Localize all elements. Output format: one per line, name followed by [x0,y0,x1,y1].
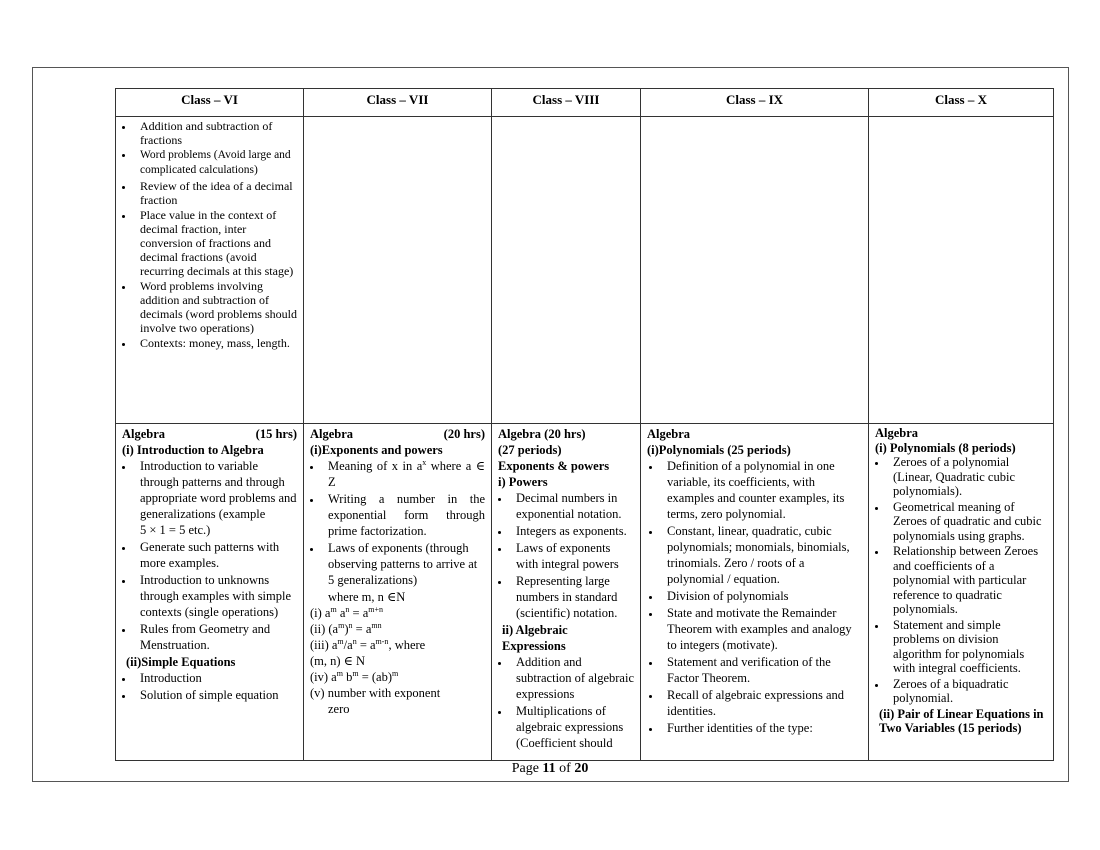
table-row [116,117,1054,424]
header-row [116,89,1054,117]
periods: (27 periods) [498,443,562,457]
list-item: • Introduction to variable through patterns and through appropriate word problems and generalizations (example 5 × 1 = 5 etc.) [134,458,297,538]
list-item: • Generate such patterns with more examples. [134,539,297,571]
list-item: • Laws of exponents (through observing patterns to arrive at 5 generalizations) [322,540,485,588]
list-item: • Word problems (Avoid large and complicated calculations) [134,148,297,178]
subheading: (ii)Simple Equations [126,655,236,669]
law-4: (iv) $a^m$ $b^m = (ab)^m$ [310,668,399,684]
subheading: (i)Polynomials (25 periods) [647,443,791,457]
cell-class-6-algebra [116,424,304,761]
list-item: • Geometrical meaning of Zeroes of quadratic and cubic polynomials using graphs. [887,500,1047,544]
section-heading: Algebra [647,427,691,441]
list-item: • Rules from Geometry and Menstruation. [134,621,297,653]
section-heading: Algebra (20 hrs) [498,427,586,441]
subheading: (i) Introduction to Algebra [122,443,264,457]
list-item: • Zeroes of a polynomial (Linear, Quadratic cubic polynomials). [887,455,1047,499]
subheading: (i) Polynomials (8 periods) [875,440,1016,455]
page-footer: Page 11 of 20 [511,761,589,776]
list-item: • Review of the idea of a decimal fraction [134,179,297,207]
list-item: • Place value in the context of decimal fraction, inter conversion of fractions and decimal fractions (avoid recurring decimals at this stage) [134,208,297,278]
list-item: • Representing large numbers in standard (scientific) notation. [510,573,634,621]
header-class-10: Class – X [869,89,1054,117]
list-item: • Statement and verification of the Factor Theorem. [661,654,862,686]
list-item: • Statement and simple problems on division algorithm for polynomials with integral coefficients. [887,618,1047,676]
list-item: • Solution of simple equation [134,687,297,703]
section-heading: Algebra [875,426,919,440]
law-1: (i) $a^m$ $a^n = a^{m+n}$ [310,604,383,620]
page-total: 20 [574,761,589,776]
list-item: • Addition and subtraction of algebraic expressions [510,654,634,702]
cell-class-7-empty [304,117,492,424]
subheading: ii) Algebraic Expressions [502,623,568,653]
cell-class-8-algebra [492,424,641,761]
curriculum-table [115,88,1054,761]
table-row [116,424,1054,761]
header-class-7: Class – VII [304,89,492,117]
header-class-6: Class – VI [116,89,304,117]
list-item: • Zeroes of a biquadratic polynomial. [887,677,1047,706]
subheading: (i)Exponents and powers [310,443,443,457]
law-3-domain: (m, n) ∈ N [310,654,366,668]
header-class-9: Class – IX [641,89,869,117]
cell-class-9-empty [641,117,869,424]
cell-class-10-algebra [869,424,1054,761]
subheading: i) Powers [498,475,548,489]
cell-class-8-empty [492,117,641,424]
cell-class-9-algebra [641,424,869,761]
law-3: (iii) $a^m/a^n = a^{m-n}$, where [310,636,426,652]
cell-class-6-fractions [116,117,304,424]
list-item: • Decimal numbers in exponential notation. [510,490,634,522]
subheading: (ii) Pair of Linear Equations in Two Variables (15 periods) [879,706,1044,735]
list-item: • Contexts: money, mass, length. [134,336,297,350]
list-item: • Recall of algebraic expressions and identities. [661,687,862,719]
law-2: (ii) $(a^m)^n = a^{mn}$ [310,620,382,636]
law-5: (v) number with exponent [310,686,441,700]
list-item: • Integers as exponents. [510,523,634,539]
list-item: • Introduction to unknowns through examples with simple contexts (single operations) [134,572,297,620]
list-item: • Introduction [134,670,297,686]
list-item: • Multiplications of algebraic expressions (Coefficient should [510,703,634,751]
list-item: • Relationship between Zeroes and coefficients of a polynomial with particular reference to quadratic polynomials. [887,544,1047,617]
list-item: • Constant, linear, quadratic, cubic polynomials; monomials, binomials, trinomials. Zero / roots of a polynomial / equation. [661,523,862,587]
list-item: • Meaning of x in $a^x$ where a ∈ Z [322,458,485,490]
list-item: • Further identities of the type: [661,720,862,736]
subheading: Exponents & powers [498,459,610,473]
section-heading: Algebra (20 hrs) [310,427,485,441]
law-note: where m, n ∈N [328,590,406,604]
header-class-8: Class – VIII [492,89,641,117]
list-item: • Word problems involving addition and subtraction of decimals (word problems should involve two operations) [134,279,297,335]
list-item: • Definition of a polynomial in one variable, its coefficients, with examples and counter examples, its terms, zero polynomial. [661,458,862,522]
list-item: • Writing a number in the exponential form through prime factorization. [322,491,485,539]
list-item: • Division of polynomials [661,588,862,604]
section-heading: Algebra (15 hrs) [122,427,297,441]
list-item: • Addition and subtraction of fractions [134,119,297,147]
cell-class-7-algebra [304,424,492,761]
list-item: • State and motivate the Remainder Theorem with examples and analogy to integers (motivate). [661,605,862,653]
law-5-cont: zero [328,702,350,716]
page-number: 11 [542,761,556,776]
cell-class-10-empty [869,117,1054,424]
list-item: • Laws of exponents with integral powers [510,540,634,572]
